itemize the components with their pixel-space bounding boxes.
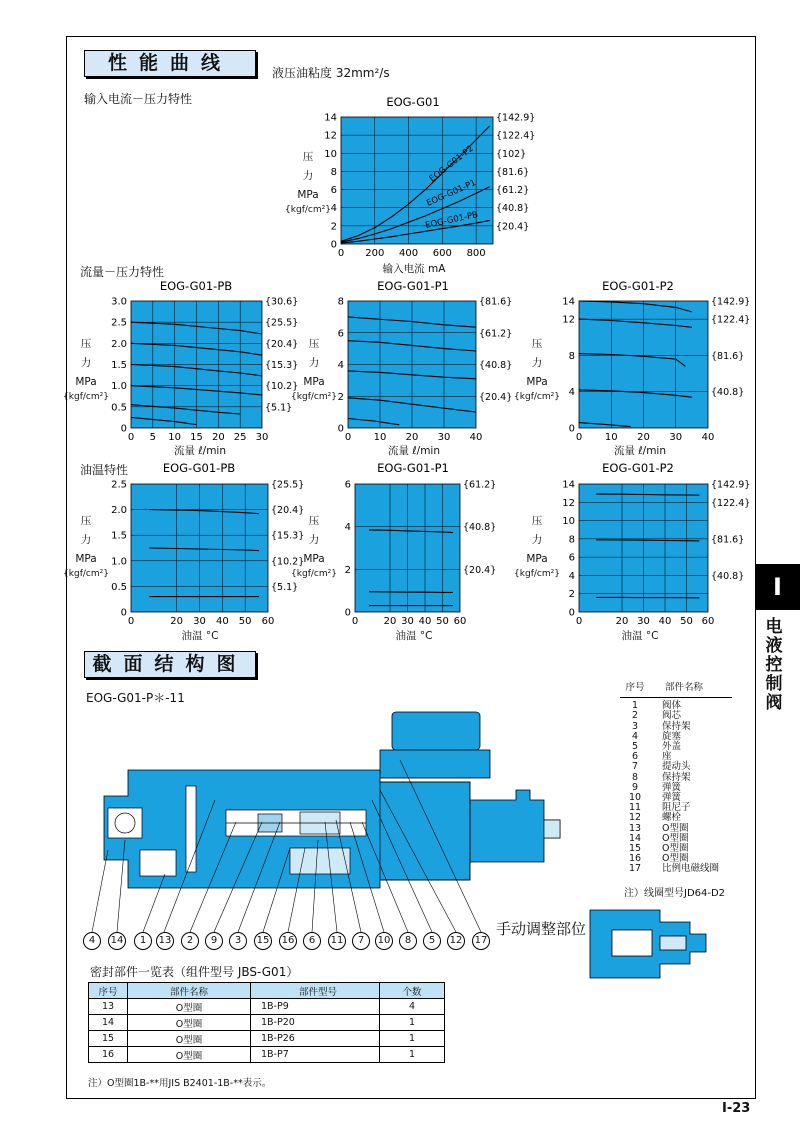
- right-tick-label: {102}: [496, 148, 527, 160]
- y-tick-label: 0: [330, 239, 337, 251]
- right-tick-label: {40.8}: [463, 522, 497, 534]
- series-label: EOG-G01-P1: [425, 178, 478, 209]
- table-row: 13 O型圈 1B-P9 4: [89, 999, 445, 1015]
- y-label-temp-pb: 压 力 MPa {kgf/cm²}: [63, 515, 109, 579]
- y-label-flow-pb: 压 力 MPa {kgf/cm²}: [63, 338, 109, 402]
- right-tick-label: {81.6}: [711, 350, 745, 362]
- right-tick-label: {142.9}: [711, 296, 751, 308]
- list-item: 10 弹簧: [628, 792, 682, 804]
- y-tick-label: 6: [337, 328, 344, 340]
- x-label-flow-p1: 流量 ℓ/min: [387, 445, 441, 457]
- right-tick-label: {10.2}: [265, 381, 299, 393]
- right-tick-label: {122.4}: [496, 130, 536, 142]
- list-item: 4 旋塞: [631, 730, 682, 742]
- right-tick-label: {40.8}: [711, 570, 745, 582]
- y-tick-label: 14: [562, 296, 575, 308]
- y-tick-label: 2.5: [111, 479, 127, 491]
- right-tick-label: {20.4}: [479, 391, 513, 403]
- y-tick-label: 4: [568, 387, 575, 399]
- right-tick-label: {30.6}: [265, 296, 299, 308]
- seal-table-title: 密封部件一览表（组件型号 JBS-G01）: [90, 965, 299, 979]
- callout-2: 2: [181, 932, 199, 950]
- subtitle-temperature: 油温特性: [80, 463, 129, 477]
- right-tick-label: {40.8}: [711, 387, 745, 399]
- y-tick-label: 10: [562, 516, 575, 528]
- y-label-flow-p2: 压 力 MPa {kgf/cm²}: [514, 338, 560, 402]
- right-tick-label: {81.6}: [496, 166, 530, 178]
- y-tick-label: 4: [568, 570, 575, 582]
- list-item: 9 弹簧: [631, 781, 682, 793]
- seal-table: [88, 982, 445, 1063]
- x-tick-label: 200: [365, 248, 385, 259]
- callout-5: 5: [423, 932, 441, 950]
- right-tick-label: {20.4}: [271, 505, 305, 517]
- x-tick-label: 0: [575, 616, 583, 627]
- y-tick-label: 0: [120, 423, 127, 435]
- y-tick-label: 8: [568, 534, 575, 546]
- series-label: EOG-G01-PB: [424, 210, 479, 231]
- x-label-flow-pb: 流量 ℓ/min: [173, 445, 227, 457]
- x-tick-label: 20: [383, 616, 397, 627]
- right-tick-label: {122.4}: [711, 497, 751, 509]
- right-tick-label: {5.1}: [271, 581, 299, 593]
- x-tick-label: 0: [351, 616, 359, 627]
- y-tick-label: 0: [568, 607, 575, 619]
- callout-9: 9: [205, 932, 223, 950]
- series-label: EOG-G01-P2: [427, 143, 476, 185]
- subtitle-flow: 流量－压力特性: [80, 265, 165, 279]
- y-tick-label: 8: [330, 166, 337, 178]
- list-item: 13 O型圈: [628, 822, 689, 834]
- callout-1: 1: [134, 932, 152, 950]
- seal-col-model: 部件型号: [251, 983, 380, 999]
- list-item: 14 O型圈: [628, 832, 689, 844]
- y-label-temp-p2: 压 力 MPa {kgf/cm²}: [514, 515, 560, 579]
- x-tick-label: 10: [168, 432, 182, 443]
- callout-16: 16: [279, 932, 297, 950]
- chapter-title: 电液控制阀: [765, 617, 783, 713]
- right-tick-label: {142.9}: [496, 112, 536, 124]
- x-tick-label: 50: [238, 616, 252, 627]
- x-tick-label: 30: [437, 432, 451, 443]
- section-title-cross-section: 截面结构图: [84, 651, 256, 678]
- y-tick-label: 14: [562, 479, 575, 491]
- table-row: 16 O型圈 1B-P7 1: [89, 1047, 445, 1063]
- x-tick-label: 40: [469, 432, 483, 443]
- section-title-performance: 性能曲线: [84, 50, 256, 77]
- callout-11: 11: [328, 932, 346, 950]
- x-label-current: 输入电流 mA: [382, 263, 446, 275]
- callout-3: 3: [229, 932, 247, 950]
- y-tick-label: 2: [344, 564, 351, 576]
- y-tick-label: 6: [568, 552, 575, 564]
- x-tick-label: 15: [190, 432, 203, 443]
- x-tick-label: 30: [193, 616, 206, 627]
- right-tick-label: {15.3}: [271, 530, 305, 542]
- table-row: 15 O型圈 1B-P26 1: [89, 1031, 445, 1047]
- y-tick-label: 1.5: [111, 530, 127, 542]
- viscosity-note: 液压油粘度 32mm²/s: [272, 66, 390, 80]
- y-tick-label: 0.5: [111, 581, 127, 593]
- x-tick-label: 800: [466, 248, 486, 259]
- parts-table-header: 序号 部件名称: [620, 683, 732, 698]
- seal-table-note: 注）O型圈1B-**用JIS B2401-1B-**表示。: [88, 1078, 272, 1089]
- x-label-flow-p2: 流量 ℓ/min: [613, 445, 667, 457]
- x-tick-label: 40: [658, 616, 672, 627]
- y-tick-label: 10: [324, 148, 337, 160]
- right-tick-label: {40.8}: [496, 203, 530, 215]
- x-tick-label: 25: [233, 432, 247, 443]
- chart-title: EOG-G01-P2: [602, 279, 674, 293]
- y-tick-label: 2: [330, 221, 337, 233]
- callout-10: 10: [375, 932, 393, 950]
- x-tick-label: 60: [453, 616, 467, 627]
- parts-table: [620, 683, 732, 875]
- list-item: 2 阀芯: [631, 710, 682, 722]
- y-tick-label: 0: [337, 423, 344, 435]
- right-tick-label: {10.2}: [271, 556, 305, 568]
- list-item: 15 O型圈: [628, 843, 689, 855]
- list-item: 11 阻尼子: [628, 802, 691, 814]
- y-tick-label: 12: [562, 314, 575, 326]
- y-tick-label: 12: [562, 497, 575, 509]
- callout-4: 4: [83, 932, 101, 950]
- y-tick-label: 4: [344, 522, 351, 534]
- y-tick-label: 2: [337, 391, 344, 403]
- right-tick-label: {20.4}: [265, 338, 299, 350]
- y-tick-label: 0: [120, 607, 127, 619]
- list-item: 16 O型圈: [628, 853, 689, 865]
- y-label-flow-p1: 压 力 MPa {kgf/cm²}: [291, 338, 337, 402]
- x-tick-label: 5: [149, 432, 157, 443]
- x-tick-label: 40: [215, 616, 229, 627]
- x-tick-label: 20: [211, 432, 225, 443]
- manual-adjust-label: 手动调整部位: [496, 920, 587, 938]
- right-tick-label: {40.8}: [479, 360, 513, 371]
- x-tick-label: 0: [337, 248, 345, 259]
- right-tick-label: {61.2}: [463, 479, 497, 491]
- x-tick-label: 10: [604, 432, 618, 443]
- x-tick-label: 20: [615, 616, 629, 627]
- seal-col-name: 部件名称: [128, 983, 251, 999]
- seal-col-no: 序号: [89, 983, 128, 999]
- y-tick-label: 3.0: [111, 296, 127, 308]
- x-tick-label: 10: [373, 432, 387, 443]
- chart-title: EOG-G01-P1: [377, 461, 449, 475]
- x-tick-label: 60: [701, 616, 715, 627]
- right-tick-label: {20.4}: [463, 564, 497, 576]
- parts-table-note: 注）线圈型号JD64-D2: [624, 888, 726, 899]
- y-tick-label: 2.0: [111, 338, 127, 350]
- chapter-tab: I: [755, 564, 800, 610]
- seal-col-qty: 个数: [380, 983, 445, 999]
- x-tick-label: 30: [401, 616, 414, 627]
- y-label-temp-p1: 压 力 MPa {kgf/cm²}: [291, 515, 337, 579]
- y-tick-label: 0: [568, 423, 575, 435]
- y-tick-label: 8: [568, 350, 575, 362]
- y-tick-label: 0: [344, 607, 351, 619]
- list-item: 17 比例电磁线圈: [628, 863, 720, 875]
- callout-6: 6: [303, 932, 321, 950]
- right-tick-label: {61.2}: [479, 328, 513, 340]
- x-label-temp-p1: 油温 °C: [395, 630, 433, 642]
- x-tick-label: 30: [637, 616, 650, 627]
- subtitle-input-current: 输入电流－压力特性: [84, 92, 193, 106]
- x-tick-label: 30: [669, 432, 683, 443]
- x-tick-label: 0: [127, 616, 135, 627]
- y-tick-label: 12: [324, 130, 337, 142]
- x-tick-label: 60: [261, 616, 275, 627]
- list-item: 5 外盖: [631, 741, 682, 753]
- right-tick-label: {25.5}: [265, 317, 299, 329]
- x-tick-label: 20: [170, 616, 184, 627]
- y-tick-label: 6: [330, 185, 337, 197]
- chart-title: EOG-G01-PB: [162, 461, 236, 475]
- right-tick-label: {61.2}: [496, 185, 530, 197]
- callout-15: 15: [254, 932, 272, 950]
- y-tick-label: 6: [344, 479, 351, 491]
- callout-13: 13: [156, 932, 174, 950]
- callout-7: 7: [352, 932, 370, 950]
- y-tick-label: 4: [330, 203, 337, 215]
- right-tick-label: {20.4}: [496, 221, 530, 233]
- right-tick-label: {15.3}: [265, 360, 299, 371]
- callout-12: 12: [447, 932, 465, 950]
- x-tick-label: 0: [127, 432, 135, 443]
- y-tick-label: 2.0: [111, 505, 127, 517]
- list-item: 7 提动头: [631, 761, 691, 773]
- right-tick-label: {81.6}: [479, 296, 513, 308]
- y-tick-label: 2.5: [111, 317, 127, 329]
- x-tick-label: 400: [399, 248, 419, 259]
- callout-14: 14: [108, 932, 126, 950]
- x-tick-label: 30: [255, 432, 269, 443]
- y-tick-label: 1.5: [111, 360, 127, 371]
- y-tick-label: 0.5: [111, 402, 127, 414]
- x-tick-label: 40: [418, 616, 432, 627]
- right-tick-label: {25.5}: [271, 479, 305, 491]
- x-tick-label: 50: [680, 616, 693, 627]
- y-tick-label: 4: [337, 360, 344, 371]
- x-tick-label: 0: [575, 432, 583, 443]
- y-tick-label: 14: [324, 112, 337, 124]
- list-item: 12 螺栓: [628, 812, 682, 824]
- x-tick-label: 40: [701, 432, 715, 443]
- x-tick-label: 50: [436, 616, 449, 627]
- x-label-temp-pb: 油温 °C: [181, 630, 219, 642]
- callout-17: 17: [472, 932, 490, 950]
- list-item: 3 保持架: [631, 720, 691, 732]
- chart-title: EOG-G01-P1: [377, 279, 449, 293]
- callout-8: 8: [399, 932, 417, 950]
- right-tick-label: {81.6}: [711, 534, 745, 546]
- chart-title: EOG-G01: [386, 95, 440, 109]
- page-number: I-23: [722, 1101, 751, 1116]
- y-tick-label: 2: [568, 589, 575, 601]
- x-label-temp-p2: 油温 °C: [621, 630, 659, 642]
- y-tick-label: 8: [337, 296, 344, 308]
- right-tick-label: {122.4}: [711, 314, 751, 326]
- y-tick-label: 1.0: [111, 381, 127, 393]
- y-label-current: 压 力 MPa {kgf/cm²}: [285, 151, 331, 215]
- x-tick-label: 20: [637, 432, 650, 443]
- model-label: EOG-G01-P＊-11: [86, 691, 185, 705]
- list-item: 1 阀体: [631, 700, 682, 712]
- list-item: 6 座: [631, 751, 672, 763]
- chart-title: EOG-G01-PB: [159, 279, 233, 293]
- right-tick-label: {142.9}: [711, 479, 751, 491]
- x-tick-label: 600: [432, 248, 452, 259]
- x-tick-label: 0: [344, 432, 352, 443]
- chart-title: EOG-G01-P2: [602, 461, 674, 475]
- x-tick-label: 20: [405, 432, 419, 443]
- table-row: 14 O型圈 1B-P20 1: [89, 1015, 445, 1031]
- right-tick-label: {5.1}: [265, 402, 293, 414]
- y-tick-label: 1.0: [111, 556, 127, 568]
- list-item: 8 保持架: [631, 771, 691, 783]
